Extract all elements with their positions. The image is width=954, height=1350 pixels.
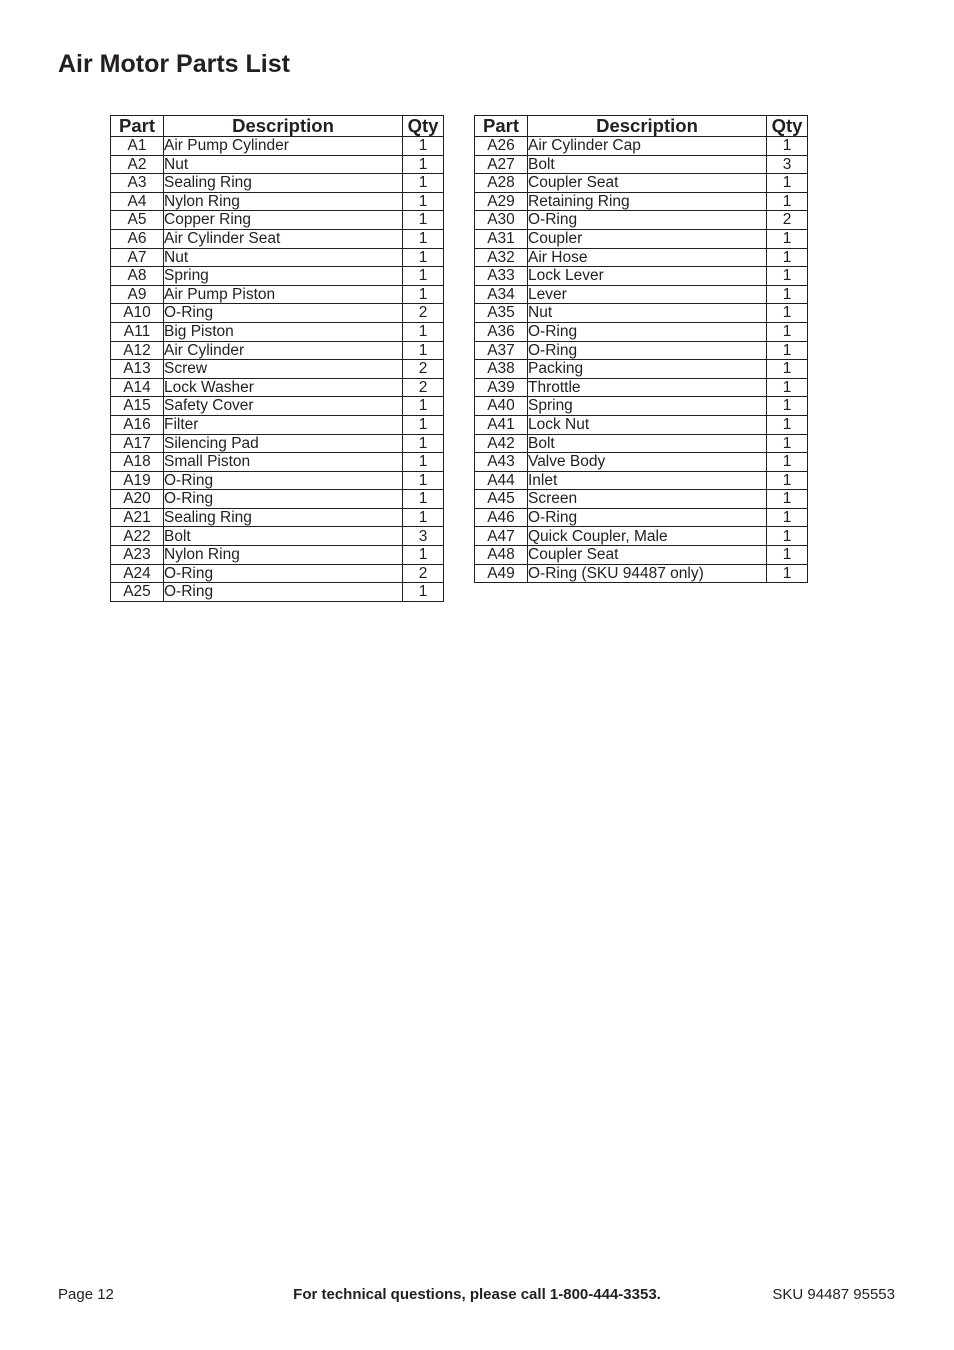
table-row	[475, 155, 808, 174]
qty-cell: 1	[767, 322, 808, 341]
qty-cell: 1	[767, 285, 808, 304]
qty-cell: 2	[403, 378, 444, 397]
description-cell: Nylon Ring	[164, 192, 403, 211]
description-cell: Spring	[164, 267, 403, 286]
table-row	[475, 434, 808, 453]
qty-cell: 1	[767, 453, 808, 472]
table-row	[111, 583, 444, 602]
description-cell: O-Ring	[528, 341, 767, 360]
table-row	[475, 304, 808, 323]
description-cell: Air Cylinder	[164, 341, 403, 360]
qty-cell: 1	[767, 192, 808, 211]
description-cell: O-Ring	[528, 508, 767, 527]
page-title: Air Motor Parts List	[58, 50, 290, 78]
part-cell: A48	[475, 546, 528, 565]
qty-cell: 1	[403, 546, 444, 565]
description-cell: Screen	[528, 490, 767, 509]
part-cell: A8	[111, 267, 164, 286]
table-row	[475, 137, 808, 156]
qty-cell: 2	[767, 211, 808, 230]
table-row	[111, 415, 444, 434]
table-row	[475, 397, 808, 416]
qty-cell: 1	[403, 211, 444, 230]
qty-cell: 1	[767, 527, 808, 546]
description-cell: Lock Nut	[528, 415, 767, 434]
table-row	[111, 285, 444, 304]
description-cell: O-Ring	[164, 564, 403, 583]
table-row	[111, 192, 444, 211]
part-cell: A18	[111, 453, 164, 472]
qty-cell: 1	[767, 229, 808, 248]
description-cell: Quick Coupler, Male	[528, 527, 767, 546]
qty-cell: 1	[767, 378, 808, 397]
part-cell: A15	[111, 397, 164, 416]
parts-table-left	[110, 115, 444, 602]
description-cell: Filter	[164, 415, 403, 434]
column-header-description: Description	[164, 116, 403, 137]
table-row	[111, 397, 444, 416]
table-row	[111, 155, 444, 174]
description-cell: O-Ring	[164, 471, 403, 490]
table-body	[111, 137, 444, 602]
part-cell: A37	[475, 341, 528, 360]
description-cell: Lock Washer	[164, 378, 403, 397]
part-cell: A41	[475, 415, 528, 434]
qty-cell: 1	[767, 267, 808, 286]
part-cell: A10	[111, 304, 164, 323]
description-cell: Sealing Ring	[164, 508, 403, 527]
description-cell: Silencing Pad	[164, 434, 403, 453]
part-cell: A25	[111, 583, 164, 602]
footer-help-line: For technical questions, please call 1-800-444-3353.	[293, 1286, 661, 1303]
qty-cell: 1	[403, 490, 444, 509]
table-row	[111, 322, 444, 341]
part-cell: A16	[111, 415, 164, 434]
qty-cell: 1	[403, 174, 444, 193]
table-row	[111, 508, 444, 527]
table-row	[111, 378, 444, 397]
part-cell: A3	[111, 174, 164, 193]
table-row	[111, 211, 444, 230]
qty-cell: 1	[767, 137, 808, 156]
description-cell: Nut	[164, 155, 403, 174]
description-cell: Big Piston	[164, 322, 403, 341]
table-row	[475, 285, 808, 304]
qty-cell: 1	[403, 155, 444, 174]
part-cell: A43	[475, 453, 528, 472]
part-cell: A14	[111, 378, 164, 397]
part-cell: A22	[111, 527, 164, 546]
footer-sku: SKU 94487 95553	[772, 1286, 895, 1303]
column-header-qty: Qty	[767, 116, 808, 137]
part-cell: A17	[111, 434, 164, 453]
qty-cell: 1	[767, 174, 808, 193]
part-cell: A42	[475, 434, 528, 453]
description-cell: O-Ring	[528, 211, 767, 230]
table-row	[111, 360, 444, 379]
table-row	[111, 564, 444, 583]
description-cell: Air Hose	[528, 248, 767, 267]
table-row	[475, 267, 808, 286]
table-row	[475, 192, 808, 211]
table-row	[475, 322, 808, 341]
part-cell: A47	[475, 527, 528, 546]
part-cell: A27	[475, 155, 528, 174]
qty-cell: 3	[403, 527, 444, 546]
qty-cell: 1	[403, 137, 444, 156]
table-body	[475, 137, 808, 583]
part-cell: A26	[475, 137, 528, 156]
part-cell: A1	[111, 137, 164, 156]
qty-cell: 1	[767, 304, 808, 323]
qty-cell: 2	[403, 564, 444, 583]
table-row	[475, 248, 808, 267]
description-cell: Retaining Ring	[528, 192, 767, 211]
part-cell: A38	[475, 360, 528, 379]
description-cell: Packing	[528, 360, 767, 379]
description-cell: Screw	[164, 360, 403, 379]
description-cell: Air Cylinder Seat	[164, 229, 403, 248]
qty-cell: 1	[403, 267, 444, 286]
table-row	[111, 304, 444, 323]
part-cell: A30	[475, 211, 528, 230]
part-cell: A21	[111, 508, 164, 527]
part-cell: A33	[475, 267, 528, 286]
table-row	[475, 229, 808, 248]
description-cell: Spring	[528, 397, 767, 416]
description-cell: Air Pump Cylinder	[164, 137, 403, 156]
qty-cell: 1	[403, 508, 444, 527]
qty-cell: 1	[767, 546, 808, 565]
description-cell: Air Cylinder Cap	[528, 137, 767, 156]
part-cell: A4	[111, 192, 164, 211]
table-row	[475, 174, 808, 193]
qty-cell: 2	[403, 360, 444, 379]
table-row	[111, 174, 444, 193]
table-row	[475, 453, 808, 472]
part-cell: A35	[475, 304, 528, 323]
description-cell: Inlet	[528, 471, 767, 490]
part-cell: A24	[111, 564, 164, 583]
description-cell: Sealing Ring	[164, 174, 403, 193]
description-cell: Valve Body	[528, 453, 767, 472]
table-row	[111, 229, 444, 248]
qty-cell: 3	[767, 155, 808, 174]
description-cell: Nut	[528, 304, 767, 323]
table-row	[475, 508, 808, 527]
description-cell: O-Ring	[164, 304, 403, 323]
table-row	[475, 490, 808, 509]
qty-cell: 1	[767, 397, 808, 416]
description-cell: Lever	[528, 285, 767, 304]
description-cell: Coupler	[528, 229, 767, 248]
description-cell: Safety Cover	[164, 397, 403, 416]
qty-cell: 1	[403, 285, 444, 304]
description-cell: Bolt	[528, 434, 767, 453]
part-cell: A31	[475, 229, 528, 248]
description-cell: Lock Lever	[528, 267, 767, 286]
qty-cell: 1	[403, 471, 444, 490]
qty-cell: 1	[767, 508, 808, 527]
description-cell: O-Ring	[164, 490, 403, 509]
description-cell: O-Ring	[164, 583, 403, 602]
table-row	[475, 341, 808, 360]
table-row	[475, 360, 808, 379]
table-row	[111, 137, 444, 156]
description-cell: Bolt	[528, 155, 767, 174]
part-cell: A11	[111, 322, 164, 341]
qty-cell: 1	[767, 564, 808, 583]
table-row	[111, 248, 444, 267]
footer-page-number: Page 12	[58, 1286, 114, 1303]
part-cell: A49	[475, 564, 528, 583]
qty-cell: 1	[403, 229, 444, 248]
description-cell: Air Pump Piston	[164, 285, 403, 304]
qty-cell: 1	[403, 583, 444, 602]
part-cell: A28	[475, 174, 528, 193]
description-cell: Bolt	[164, 527, 403, 546]
column-header-part: Part	[111, 116, 164, 137]
part-cell: A13	[111, 360, 164, 379]
description-cell: Coupler Seat	[528, 174, 767, 193]
part-cell: A23	[111, 546, 164, 565]
table-row	[111, 434, 444, 453]
part-cell: A46	[475, 508, 528, 527]
table-header-row	[111, 116, 444, 137]
qty-cell: 1	[767, 415, 808, 434]
part-cell: A44	[475, 471, 528, 490]
table-header-row	[475, 116, 808, 137]
part-cell: A5	[111, 211, 164, 230]
qty-cell: 1	[403, 453, 444, 472]
table-row	[111, 471, 444, 490]
description-cell: Throttle	[528, 378, 767, 397]
description-cell: Small Piston	[164, 453, 403, 472]
table-row	[111, 546, 444, 565]
table-row	[475, 415, 808, 434]
part-cell: A39	[475, 378, 528, 397]
column-header-description: Description	[528, 116, 767, 137]
part-cell: A20	[111, 490, 164, 509]
description-cell: Nylon Ring	[164, 546, 403, 565]
description-cell: O-Ring	[528, 322, 767, 341]
table-row	[475, 471, 808, 490]
column-header-part: Part	[475, 116, 528, 137]
part-cell: A7	[111, 248, 164, 267]
qty-cell: 1	[767, 341, 808, 360]
qty-cell: 1	[403, 415, 444, 434]
table-row	[111, 527, 444, 546]
qty-cell: 1	[767, 360, 808, 379]
qty-cell: 2	[403, 304, 444, 323]
qty-cell: 1	[403, 322, 444, 341]
part-cell: A29	[475, 192, 528, 211]
part-cell: A12	[111, 341, 164, 360]
qty-cell: 1	[403, 248, 444, 267]
part-cell: A45	[475, 490, 528, 509]
parts-table-right	[474, 115, 808, 583]
table-row	[475, 378, 808, 397]
part-cell: A6	[111, 229, 164, 248]
part-cell: A34	[475, 285, 528, 304]
table-row	[111, 453, 444, 472]
qty-cell: 1	[767, 434, 808, 453]
qty-cell: 1	[767, 248, 808, 267]
description-cell: Nut	[164, 248, 403, 267]
table-row	[111, 341, 444, 360]
part-cell: A9	[111, 285, 164, 304]
part-cell: A19	[111, 471, 164, 490]
qty-cell: 1	[767, 471, 808, 490]
table-row	[111, 490, 444, 509]
description-cell: Copper Ring	[164, 211, 403, 230]
qty-cell: 1	[403, 341, 444, 360]
description-cell: Coupler Seat	[528, 546, 767, 565]
column-header-qty: Qty	[403, 116, 444, 137]
qty-cell: 1	[767, 490, 808, 509]
qty-cell: 1	[403, 192, 444, 211]
description-cell: O-Ring (SKU 94487 only)	[528, 564, 767, 583]
part-cell: A40	[475, 397, 528, 416]
part-cell: A2	[111, 155, 164, 174]
table-row	[475, 527, 808, 546]
part-cell: A36	[475, 322, 528, 341]
qty-cell: 1	[403, 434, 444, 453]
qty-cell: 1	[403, 397, 444, 416]
table-row	[475, 211, 808, 230]
table-row	[111, 267, 444, 286]
part-cell: A32	[475, 248, 528, 267]
table-row	[475, 546, 808, 565]
table-row	[475, 564, 808, 583]
